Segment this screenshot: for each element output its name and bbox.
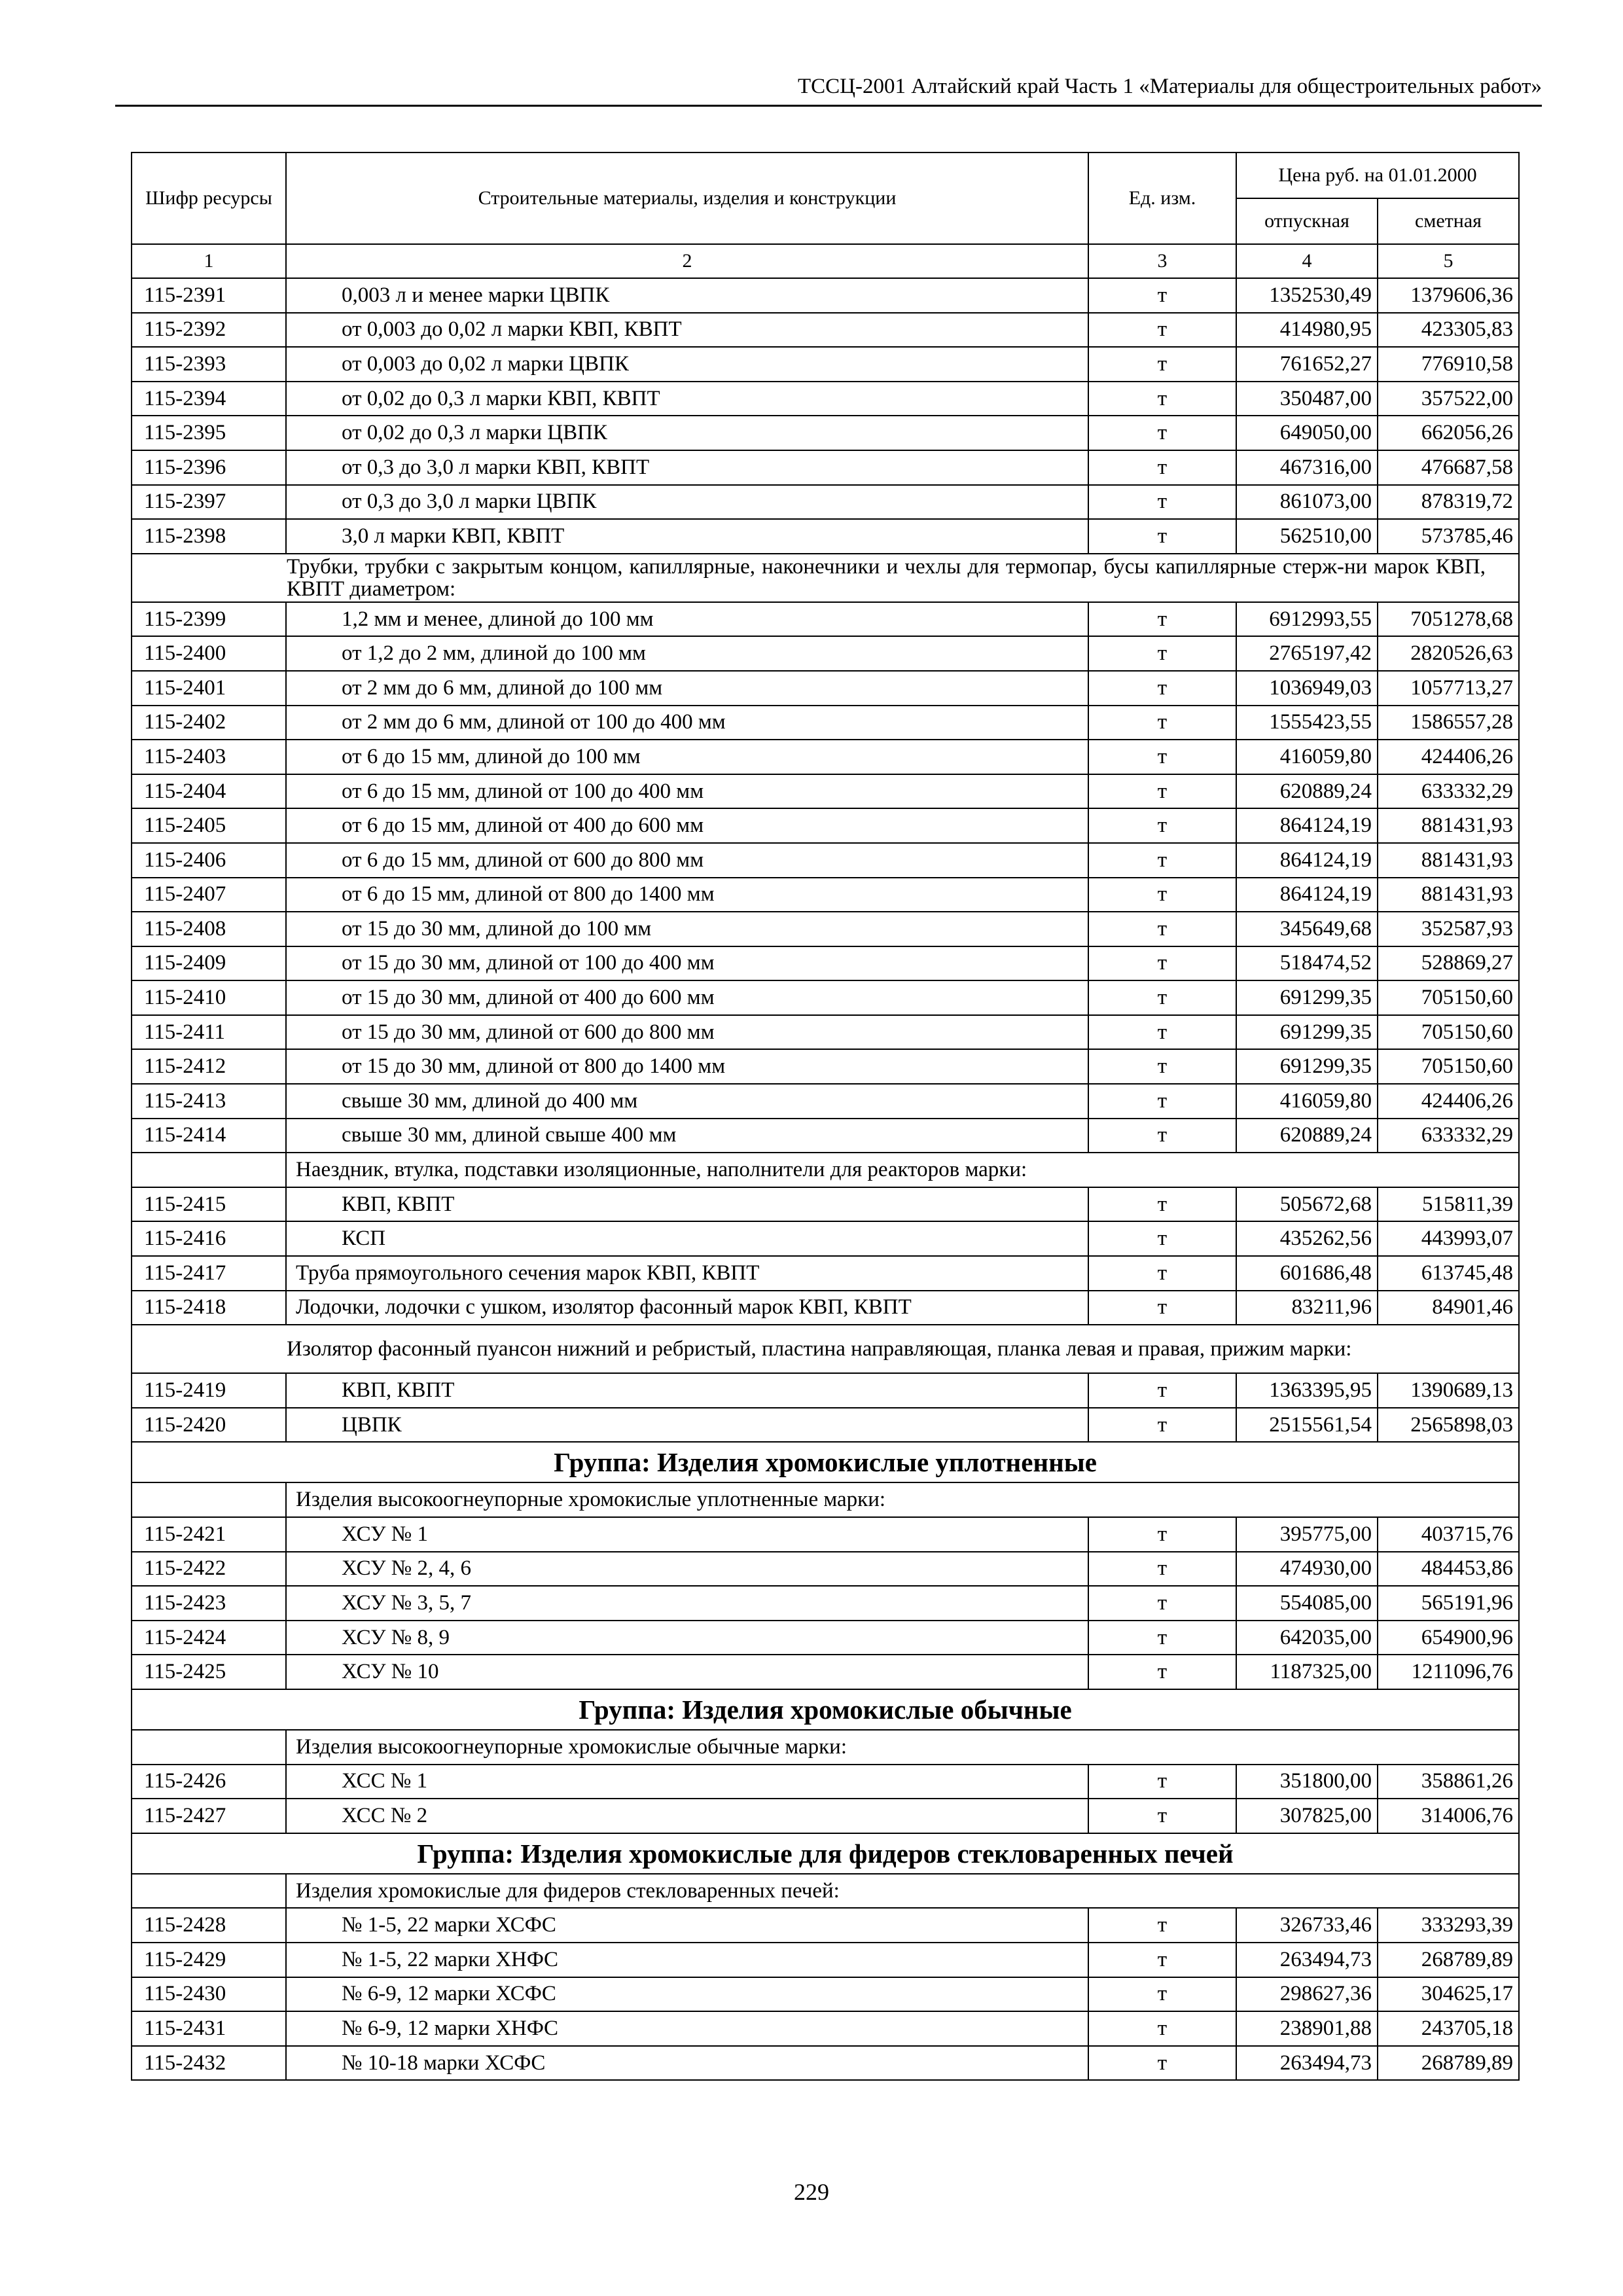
- price-estimate: 881431,93: [1378, 843, 1519, 878]
- table-row: [132, 485, 1519, 520]
- table-row: [132, 1977, 1519, 2012]
- unit-cell: т: [1088, 1765, 1236, 1799]
- unit-cell: т: [1088, 1187, 1236, 1222]
- price-estimate: 476687,58: [1378, 450, 1519, 485]
- table-row: [132, 1943, 1519, 1977]
- material-name: ХСУ № 1: [286, 1517, 1088, 1552]
- material-name: № 10-18 марки ХСФС: [286, 2046, 1088, 2081]
- price-release: 861073,00: [1236, 485, 1378, 520]
- material-name: от 15 до 30 мм, длиной от 600 до 800 мм: [286, 1015, 1088, 1050]
- table-row: [132, 808, 1519, 843]
- price-release: 2515561,54: [1236, 1408, 1378, 1443]
- price-release: 6912993,55: [1236, 602, 1378, 637]
- subheading-row: [132, 1153, 1519, 1187]
- resource-code: 115-2396: [132, 450, 286, 485]
- price-release: 435262,56: [1236, 1221, 1378, 1256]
- price-release: 649050,00: [1236, 416, 1378, 450]
- resource-code: 115-2397: [132, 485, 286, 520]
- unit-cell: т: [1088, 1655, 1236, 1689]
- resource-code: 115-2391: [132, 278, 286, 313]
- price-estimate: 528869,27: [1378, 946, 1519, 981]
- unit-cell: т: [1088, 382, 1236, 416]
- header-price: Цена руб. на 01.01.2000: [1236, 152, 1519, 198]
- unit-cell: т: [1088, 1799, 1236, 1833]
- subheading-row: [132, 1730, 1519, 1765]
- material-name: КСП: [286, 1221, 1088, 1256]
- price-estimate: 705150,60: [1378, 1015, 1519, 1050]
- unit-cell: т: [1088, 878, 1236, 912]
- material-name: от 15 до 30 мм, длиной от 100 до 400 мм: [286, 946, 1088, 981]
- unit-cell: т: [1088, 1621, 1236, 1655]
- price-estimate: 484453,86: [1378, 1552, 1519, 1587]
- resource-code: 115-2406: [132, 843, 286, 878]
- price-release: 345649,68: [1236, 912, 1378, 946]
- resource-code: 115-2403: [132, 740, 286, 774]
- price-release: 620889,24: [1236, 774, 1378, 809]
- price-estimate: 403715,76: [1378, 1517, 1519, 1552]
- material-name: Лодочки, лодочки с ушком, изолятор фасонный марок КВП, КВПТ: [286, 1291, 1088, 1325]
- subheading-row: [132, 554, 1519, 602]
- price-release: 474930,00: [1236, 1552, 1378, 1587]
- material-name: от 0,003 до 0,02 л марки ЦВПК: [286, 347, 1088, 382]
- group-heading-row: [132, 1442, 1519, 1482]
- table-row: [132, 1799, 1519, 1833]
- unit-cell: т: [1088, 1291, 1236, 1325]
- unit-cell: т: [1088, 1119, 1236, 1153]
- unit-cell: т: [1088, 980, 1236, 1015]
- price-estimate: 633332,29: [1378, 774, 1519, 809]
- table-row: [132, 416, 1519, 450]
- price-estimate: 423305,83: [1378, 313, 1519, 348]
- price-estimate: 1211096,76: [1378, 1655, 1519, 1689]
- resource-code: 115-2424: [132, 1621, 286, 1655]
- resource-code: 115-2412: [132, 1049, 286, 1084]
- material-name: № 1-5, 22 марки ХНФС: [286, 1943, 1088, 1977]
- table-row: [132, 519, 1519, 554]
- price-table: [131, 152, 1520, 2081]
- resource-code: 115-2420: [132, 1408, 286, 1443]
- price-estimate: 357522,00: [1378, 382, 1519, 416]
- price-estimate: 84901,46: [1378, 1291, 1519, 1325]
- column-numbers-row: [132, 244, 1519, 278]
- price-release: 238901,88: [1236, 2011, 1378, 2046]
- table-row: [132, 671, 1519, 706]
- price-release: 691299,35: [1236, 1015, 1378, 1050]
- table-row: [132, 278, 1519, 313]
- col-number: 1: [132, 244, 286, 278]
- price-estimate: 654900,96: [1378, 1621, 1519, 1655]
- table-row: [132, 912, 1519, 946]
- price-estimate: 565191,96: [1378, 1586, 1519, 1621]
- price-release: 1363395,95: [1236, 1373, 1378, 1408]
- table-row: [132, 980, 1519, 1015]
- unit-cell: т: [1088, 740, 1236, 774]
- table-row: [132, 1187, 1519, 1222]
- unit-cell: т: [1088, 671, 1236, 706]
- price-estimate: 573785,46: [1378, 519, 1519, 554]
- price-estimate: 314006,76: [1378, 1799, 1519, 1833]
- price-release: 864124,19: [1236, 878, 1378, 912]
- unit-cell: т: [1088, 1943, 1236, 1977]
- table-row: [132, 602, 1519, 637]
- price-release: 467316,00: [1236, 450, 1378, 485]
- resource-code: 115-2410: [132, 980, 286, 1015]
- price-release: 554085,00: [1236, 1586, 1378, 1621]
- price-release: 562510,00: [1236, 519, 1378, 554]
- resource-code: 115-2415: [132, 1187, 286, 1222]
- material-name: ХСУ № 3, 5, 7: [286, 1586, 1088, 1621]
- unit-cell: т: [1088, 1373, 1236, 1408]
- price-release: 416059,80: [1236, 740, 1378, 774]
- table-row: [132, 1655, 1519, 1689]
- subheading-text: Наездник, втулка, подставки изоляционные, наполнители для реакторов марки:: [286, 1153, 1519, 1187]
- table-row: [132, 1517, 1519, 1552]
- table-row: [132, 2046, 1519, 2081]
- price-release: 298627,36: [1236, 1977, 1378, 2012]
- unit-cell: т: [1088, 450, 1236, 485]
- resource-code: 115-2411: [132, 1015, 286, 1050]
- material-name: от 6 до 15 мм, длиной до 100 мм: [286, 740, 1088, 774]
- price-release: 350487,00: [1236, 382, 1378, 416]
- material-name: ХСУ № 2, 4, 6: [286, 1552, 1088, 1587]
- price-release: 416059,80: [1236, 1084, 1378, 1119]
- unit-cell: т: [1088, 843, 1236, 878]
- material-name: ХСУ № 10: [286, 1655, 1088, 1689]
- header-code: [132, 152, 286, 244]
- price-release: 1036949,03: [1236, 671, 1378, 706]
- resource-code: 115-2394: [132, 382, 286, 416]
- price-release: 1187325,00: [1236, 1655, 1378, 1689]
- price-estimate: 1057713,27: [1378, 671, 1519, 706]
- table-row: [132, 450, 1519, 485]
- table-row: [132, 1049, 1519, 1084]
- price-release: 1352530,49: [1236, 278, 1378, 313]
- unit-cell: т: [1088, 313, 1236, 348]
- price-estimate: 443993,07: [1378, 1221, 1519, 1256]
- table-row: [132, 1291, 1519, 1325]
- empty-code-cell: [132, 1153, 286, 1187]
- table-row: [132, 1221, 1519, 1256]
- resource-code: 115-2399: [132, 602, 286, 637]
- price-estimate: 705150,60: [1378, 1049, 1519, 1084]
- table-row: [132, 1621, 1519, 1655]
- table-row: [132, 774, 1519, 809]
- resource-code: 115-2431: [132, 2011, 286, 2046]
- table-row: [132, 1765, 1519, 1799]
- resource-code: 115-2393: [132, 347, 286, 382]
- price-estimate: 1586557,28: [1378, 706, 1519, 740]
- unit-cell: т: [1088, 1084, 1236, 1119]
- material-name: 3,0 л марки КВП, КВПТ: [286, 519, 1088, 554]
- resource-code: 115-2392: [132, 313, 286, 348]
- price-estimate: 633332,29: [1378, 1119, 1519, 1153]
- material-name: свыше 30 мм, длиной до 400 мм: [286, 1084, 1088, 1119]
- table-row: [132, 706, 1519, 740]
- price-estimate: 304625,17: [1378, 1977, 1519, 2012]
- material-name: от 0,02 до 0,3 л марки ЦВПК: [286, 416, 1088, 450]
- material-name: свыше 30 мм, длиной свыше 400 мм: [286, 1119, 1088, 1153]
- unit-cell: т: [1088, 1015, 1236, 1050]
- price-estimate: 7051278,68: [1378, 602, 1519, 637]
- subheading-row: [132, 1874, 1519, 1909]
- table-row: [132, 636, 1519, 671]
- unit-cell: т: [1088, 278, 1236, 313]
- subheading-text: Изделия высокоогнеупорные хромокислые обычные марки:: [286, 1730, 1519, 1765]
- table-body: [132, 278, 1519, 2080]
- price-estimate: 352587,93: [1378, 912, 1519, 946]
- price-estimate: 881431,93: [1378, 878, 1519, 912]
- table-row: [132, 313, 1519, 348]
- resource-code: 115-2404: [132, 774, 286, 809]
- price-release: 307825,00: [1236, 1799, 1378, 1833]
- resource-code: 115-2430: [132, 1977, 286, 2012]
- group-heading: Группа: Изделия хромокислые уплотненные: [132, 1442, 1519, 1482]
- resource-code: 115-2398: [132, 519, 286, 554]
- price-release: 518474,52: [1236, 946, 1378, 981]
- price-estimate: 424406,26: [1378, 1084, 1519, 1119]
- empty-code-cell: [132, 1874, 286, 1909]
- price-release: 691299,35: [1236, 980, 1378, 1015]
- material-name: от 2 мм до 6 мм, длиной до 100 мм: [286, 671, 1088, 706]
- table-row: [132, 1015, 1519, 1050]
- unit-cell: т: [1088, 636, 1236, 671]
- table-row: [132, 1256, 1519, 1291]
- header-unit-text: Ед. изм.: [1128, 187, 1196, 209]
- resource-code: 115-2418: [132, 1291, 286, 1325]
- material-name: от 1,2 до 2 мм, длиной до 100 мм: [286, 636, 1088, 671]
- group-heading: Группа: Изделия хромокислые для фидеров стекловаренных печей: [132, 1833, 1519, 1874]
- table-row: [132, 1586, 1519, 1621]
- price-estimate: 878319,72: [1378, 485, 1519, 520]
- price-release: 2765197,42: [1236, 636, 1378, 671]
- table-row: [132, 1408, 1519, 1443]
- price-estimate: 515811,39: [1378, 1187, 1519, 1222]
- price-release: 414980,95: [1236, 313, 1378, 348]
- unit-cell: т: [1088, 2011, 1236, 2046]
- unit-cell: т: [1088, 347, 1236, 382]
- table-row: [132, 843, 1519, 878]
- resource-code: 115-2400: [132, 636, 286, 671]
- col-number: 4: [1236, 244, 1378, 278]
- unit-cell: т: [1088, 946, 1236, 981]
- price-estimate: 1379606,36: [1378, 278, 1519, 313]
- unit-cell: т: [1088, 1408, 1236, 1443]
- material-name: от 15 до 30 мм, длиной до 100 мм: [286, 912, 1088, 946]
- unit-cell: т: [1088, 602, 1236, 637]
- resource-code: 115-2429: [132, 1943, 286, 1977]
- material-name: КВП, КВПТ: [286, 1373, 1088, 1408]
- resource-code: 115-2405: [132, 808, 286, 843]
- resource-code: 115-2414: [132, 1119, 286, 1153]
- resource-code: 115-2395: [132, 416, 286, 450]
- price-release: 351800,00: [1236, 1765, 1378, 1799]
- table-row: [132, 946, 1519, 981]
- price-estimate: 2820526,63: [1378, 636, 1519, 671]
- material-name: от 0,3 до 3,0 л марки КВП, КВПТ: [286, 450, 1088, 485]
- header-code-text: Шифр ресурсы: [145, 187, 272, 209]
- subheading-row: [132, 1325, 1519, 1373]
- material-name: КВП, КВПТ: [286, 1187, 1088, 1222]
- resource-code: 115-2416: [132, 1221, 286, 1256]
- price-release: 395775,00: [1236, 1517, 1378, 1552]
- material-name: Труба прямоугольного сечения марок КВП, КВПТ: [286, 1256, 1088, 1291]
- price-release: 642035,00: [1236, 1621, 1378, 1655]
- resource-code: 115-2409: [132, 946, 286, 981]
- col-number: 5: [1378, 244, 1519, 278]
- price-release: 620889,24: [1236, 1119, 1378, 1153]
- price-release: 864124,19: [1236, 808, 1378, 843]
- material-name: ХСУ № 8, 9: [286, 1621, 1088, 1655]
- page-number: 229: [794, 2179, 829, 2205]
- price-estimate: 881431,93: [1378, 808, 1519, 843]
- subheading-row: [132, 1482, 1519, 1517]
- price-release: 864124,19: [1236, 843, 1378, 878]
- table-header-row: [132, 152, 1519, 198]
- empty-code-cell: [132, 1730, 286, 1765]
- price-release: 505672,68: [1236, 1187, 1378, 1222]
- unit-cell: т: [1088, 774, 1236, 809]
- material-name: от 6 до 15 мм, длиной от 600 до 800 мм: [286, 843, 1088, 878]
- resource-code: 115-2427: [132, 1799, 286, 1833]
- col-number: 2: [286, 244, 1088, 278]
- table-row: [132, 1084, 1519, 1119]
- material-name: № 6-9, 12 марки ХСФС: [286, 1977, 1088, 2012]
- table-row: [132, 1119, 1519, 1153]
- material-name: от 6 до 15 мм, длиной от 800 до 1400 мм: [286, 878, 1088, 912]
- price-release: 326733,46: [1236, 1908, 1378, 1943]
- price-release: 601686,48: [1236, 1256, 1378, 1291]
- resource-code: 115-2422: [132, 1552, 286, 1587]
- unit-cell: т: [1088, 706, 1236, 740]
- header-unit: [1088, 152, 1236, 244]
- unit-cell: т: [1088, 808, 1236, 843]
- header-price-release: отпускная: [1236, 198, 1378, 244]
- col-number: 3: [1088, 244, 1236, 278]
- table-row: [132, 2011, 1519, 2046]
- resource-code: 115-2432: [132, 2046, 286, 2081]
- header-name: Строительные материалы, изделия и конструкции: [286, 152, 1088, 244]
- unit-cell: т: [1088, 1517, 1236, 1552]
- price-estimate: 268789,89: [1378, 2046, 1519, 2081]
- material-name: 1,2 мм и менее, длиной до 100 мм: [286, 602, 1088, 637]
- empty-code-cell: [132, 1482, 286, 1517]
- price-release: 263494,73: [1236, 2046, 1378, 2081]
- price-release: 691299,35: [1236, 1049, 1378, 1084]
- table-row: [132, 878, 1519, 912]
- unit-cell: т: [1088, 485, 1236, 520]
- unit-cell: т: [1088, 519, 1236, 554]
- material-name: № 1-5, 22 марки ХСФС: [286, 1908, 1088, 1943]
- price-estimate: 268789,89: [1378, 1943, 1519, 1977]
- resource-code: 115-2425: [132, 1655, 286, 1689]
- resource-code: 115-2413: [132, 1084, 286, 1119]
- material-name: ЦВПК: [286, 1408, 1088, 1443]
- resource-code: 115-2426: [132, 1765, 286, 1799]
- price-estimate: 424406,26: [1378, 740, 1519, 774]
- resource-code: 115-2423: [132, 1586, 286, 1621]
- price-estimate: 333293,39: [1378, 1908, 1519, 1943]
- subheading-text: Изделия высокоогнеупорные хромокислые уплотненные марки:: [286, 1482, 1519, 1517]
- running-header: ТССЦ-2001 Алтайский край Часть 1 «Материалы для общестроительных работ»: [115, 71, 1542, 107]
- price-release: 263494,73: [1236, 1943, 1378, 1977]
- resource-code: 115-2407: [132, 878, 286, 912]
- material-name: от 0,02 до 0,3 л марки КВП, КВПТ: [286, 382, 1088, 416]
- resource-code: 115-2402: [132, 706, 286, 740]
- price-release: 1555423,55: [1236, 706, 1378, 740]
- material-name: 0,003 л и менее марки ЦВПК: [286, 278, 1088, 313]
- table-row: [132, 1552, 1519, 1587]
- resource-code: 115-2408: [132, 912, 286, 946]
- unit-cell: т: [1088, 1552, 1236, 1587]
- resource-code: 115-2417: [132, 1256, 286, 1291]
- price-estimate: 662056,26: [1378, 416, 1519, 450]
- material-name: № 6-9, 12 марки ХНФС: [286, 2011, 1088, 2046]
- unit-cell: т: [1088, 1977, 1236, 2012]
- price-estimate: 613745,48: [1378, 1256, 1519, 1291]
- unit-cell: т: [1088, 1221, 1236, 1256]
- unit-cell: т: [1088, 1586, 1236, 1621]
- resource-code: 115-2419: [132, 1373, 286, 1408]
- subheading-text: Трубки, трубки с закрытым концом, капиллярные, наконечники и чехлы для термопар, бусы капиллярные стерж-ни марок КВП, КВПТ диаметром:: [132, 554, 1519, 602]
- subheading-text: Изделия хромокислые для фидеров стекловаренных печей:: [286, 1874, 1519, 1909]
- price-release: 83211,96: [1236, 1291, 1378, 1325]
- header-price-estimate: сметная: [1378, 198, 1519, 244]
- material-name: ХСС № 2: [286, 1799, 1088, 1833]
- group-heading: Группа: Изделия хромокислые обычные: [132, 1689, 1519, 1730]
- unit-cell: т: [1088, 1256, 1236, 1291]
- material-name: от 6 до 15 мм, длиной от 100 до 400 мм: [286, 774, 1088, 809]
- price-release: 761652,27: [1236, 347, 1378, 382]
- table-row: [132, 1373, 1519, 1408]
- material-name: от 0,3 до 3,0 л марки ЦВПК: [286, 485, 1088, 520]
- table-row: [132, 347, 1519, 382]
- material-name: от 6 до 15 мм, длиной от 400 до 600 мм: [286, 808, 1088, 843]
- group-heading-row: [132, 1689, 1519, 1730]
- unit-cell: т: [1088, 1908, 1236, 1943]
- price-estimate: 2565898,03: [1378, 1408, 1519, 1443]
- price-estimate: 705150,60: [1378, 980, 1519, 1015]
- price-estimate: 1390689,13: [1378, 1373, 1519, 1408]
- table-row: [132, 740, 1519, 774]
- table-row: [132, 1908, 1519, 1943]
- material-name: от 15 до 30 мм, длиной от 400 до 600 мм: [286, 980, 1088, 1015]
- material-name: от 0,003 до 0,02 л марки КВП, КВПТ: [286, 313, 1088, 348]
- unit-cell: т: [1088, 1049, 1236, 1084]
- unit-cell: т: [1088, 416, 1236, 450]
- price-estimate: 776910,58: [1378, 347, 1519, 382]
- material-name: ХСС № 1: [286, 1765, 1088, 1799]
- price-estimate: 358861,26: [1378, 1765, 1519, 1799]
- resource-code: 115-2421: [132, 1517, 286, 1552]
- unit-cell: т: [1088, 912, 1236, 946]
- unit-cell: т: [1088, 2046, 1236, 2081]
- resource-code: 115-2401: [132, 671, 286, 706]
- price-estimate: 243705,18: [1378, 2011, 1519, 2046]
- subheading-text: Изолятор фасонный пуансон нижний и ребристый, пластина направляющая, планка левая и правая, прижим марки:: [132, 1325, 1519, 1373]
- group-heading-row: [132, 1833, 1519, 1874]
- table-row: [132, 382, 1519, 416]
- material-name: от 2 мм до 6 мм, длиной от 100 до 400 мм: [286, 706, 1088, 740]
- resource-code: 115-2428: [132, 1908, 286, 1943]
- material-name: от 15 до 30 мм, длиной от 800 до 1400 мм: [286, 1049, 1088, 1084]
